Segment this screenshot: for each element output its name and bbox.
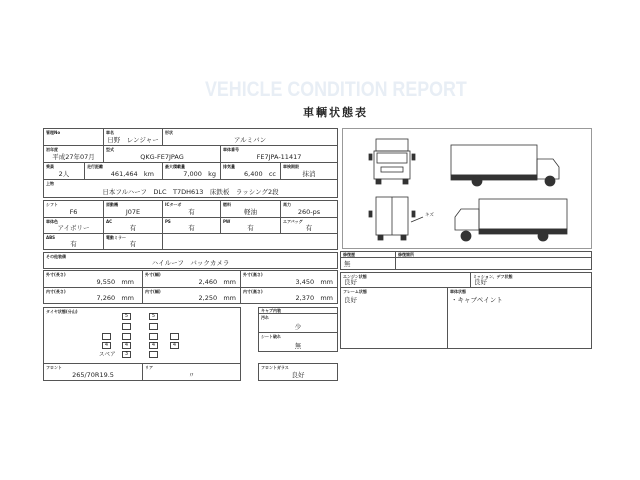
tire-front-right: 5 [149, 313, 158, 320]
label: シフト [46, 202, 58, 207]
label: 燃料 [223, 202, 231, 207]
value: FE7JPA-11417 [256, 153, 302, 161]
label: 汚れ [261, 315, 269, 320]
label: 管理No [46, 130, 61, 135]
label: AC [106, 219, 113, 224]
mileage-cell [84, 162, 163, 180]
label: キャブ内装 [261, 308, 281, 313]
tire-spare: 3 [122, 351, 131, 358]
value: 軽油 [244, 208, 257, 216]
label: PW [223, 219, 231, 224]
label: 最大積載量 [165, 164, 185, 169]
damage-note: キズ [425, 213, 434, 218]
fuel-cell [220, 200, 281, 218]
value: 〃 [188, 371, 195, 379]
tire-slot [170, 333, 179, 340]
truck-diagram-icon [343, 129, 591, 248]
abs-cell [43, 233, 104, 250]
unit: cc [268, 170, 276, 178]
value: 有 [188, 224, 195, 232]
inner-length-cell [43, 287, 143, 304]
seat-tear-cell [258, 332, 338, 352]
outer-height-cell [240, 270, 338, 288]
value: F6 [69, 208, 78, 216]
label: フロント [46, 365, 62, 370]
ps-cell [162, 217, 221, 234]
body-cell [43, 179, 338, 198]
value: 2,250 [198, 294, 218, 302]
tire-rear-3: 4 [149, 342, 158, 349]
tire-slot [122, 333, 131, 340]
label: 内寸(高さ) [243, 289, 263, 294]
label: フレーム状態 [343, 289, 367, 294]
rear-tire-cell [142, 363, 241, 381]
label: 内寸(長さ) [46, 289, 66, 294]
label: 電動ミラー [106, 235, 126, 240]
windshield-cell [258, 363, 338, 381]
crew-cell [43, 162, 85, 180]
dirt-cell [258, 313, 338, 333]
inspection-cell [280, 162, 338, 180]
value: 良好 [344, 278, 357, 286]
label: 内寸(幅) [145, 289, 161, 294]
value: 有 [70, 240, 77, 248]
unit: mm [223, 278, 236, 286]
body-condition-cell [447, 287, 592, 349]
label: シート破れ [261, 334, 281, 339]
inner-width-cell [142, 287, 241, 304]
other-equip-cell [43, 252, 338, 269]
value: 有 [188, 208, 195, 216]
frame-condition-cell [340, 287, 448, 349]
repair-part-cell [395, 257, 592, 270]
kanri-cell [43, 128, 104, 146]
label: 車体色 [46, 219, 58, 224]
value: 有 [129, 240, 137, 248]
payload-cell [162, 162, 221, 180]
label: 乗員 [46, 164, 54, 169]
unit: kg [208, 170, 216, 178]
value: 少 [294, 323, 302, 331]
label: 型式 [106, 147, 114, 152]
value: 平成27年07月 [52, 153, 95, 161]
value: 良好 [344, 296, 357, 304]
label: その他装備 [46, 254, 66, 259]
tire-condition-box [43, 307, 241, 364]
value: 6,400 [244, 170, 263, 178]
value: QKG-FE7JPAG [140, 153, 184, 161]
repair-history-cell [340, 257, 396, 270]
value: 有 [129, 224, 137, 232]
hp-cell [280, 200, 338, 218]
outer-length-cell [43, 270, 143, 288]
label: 初年度 [46, 147, 58, 152]
label: フロントガラス [261, 365, 289, 370]
label: タイヤ状態(分山) [46, 309, 78, 314]
label: PS [165, 219, 171, 224]
ac-cell [103, 217, 163, 234]
label: ICターボ [165, 202, 182, 207]
label: リア [145, 365, 153, 370]
chassis-cell [220, 145, 338, 163]
displacement-cell [220, 162, 281, 180]
label: 修復歴 [343, 252, 355, 257]
unit: mm [320, 294, 333, 302]
vehicle-diagram [342, 128, 592, 249]
tire-rear-2: 4 [122, 342, 131, 349]
mirror-cell [103, 233, 163, 250]
unit: mm [121, 294, 134, 302]
label: 馬力 [283, 202, 291, 207]
label: 原動機 [106, 202, 118, 207]
value: 有 [305, 224, 313, 232]
label: エンジン状態 [343, 274, 367, 279]
value: 260-ps [297, 208, 321, 216]
value: アルミバン [233, 136, 267, 144]
shift-cell [43, 200, 104, 218]
value: 日本フルハーフ DLC T7DH613 床鉄板 ラッシング2段 [102, 188, 279, 196]
unit: mm [320, 278, 333, 286]
value: ハイルーフ バックカメラ [151, 259, 230, 267]
label: 走行距離 [87, 164, 103, 169]
label: 上物 [46, 181, 54, 186]
value: ・キャブペイント [451, 296, 503, 304]
label: 車体状態 [450, 289, 466, 294]
value: J07E [125, 208, 141, 216]
value: 265/70R19.5 [72, 371, 114, 379]
label: 車名 [106, 130, 114, 135]
tire-slot [102, 333, 111, 340]
tire-slot [149, 351, 158, 358]
engine-condition-cell [340, 272, 471, 288]
model-cell [103, 145, 221, 163]
outer-width-cell [142, 270, 241, 288]
value: 有 [247, 224, 254, 232]
empty-cell [162, 233, 338, 250]
spare-label: スペア [99, 352, 116, 358]
unit: mm [223, 294, 236, 302]
value: 2,370 [295, 294, 315, 302]
value: 良好 [291, 371, 305, 379]
first-reg-cell [43, 145, 104, 163]
value: 日野 レンジャー [107, 136, 159, 144]
inner-height-cell [240, 287, 338, 304]
value: 9,550 [96, 278, 116, 286]
value: 461,464 [110, 170, 138, 178]
shape-cell [162, 128, 338, 146]
value: 無 [294, 342, 302, 350]
tire-slot [149, 333, 158, 340]
page-title: 車輌状態表 [303, 106, 368, 119]
value: 7,000 [183, 170, 202, 178]
mission-condition-cell [470, 272, 592, 288]
tire-rear-1: 4 [102, 342, 111, 349]
label: エアバッグ [283, 219, 303, 224]
pw-cell [220, 217, 281, 234]
value: 無 [344, 260, 351, 268]
label: 排気量 [223, 164, 235, 169]
front-tire-cell [43, 363, 143, 381]
color-cell [43, 217, 104, 234]
turbo-cell [162, 200, 221, 218]
engine-cell [103, 200, 163, 218]
unit: km [143, 170, 154, 178]
value: 2人 [58, 170, 70, 178]
tire-front-left: 5 [122, 313, 131, 320]
value: 7,260 [96, 294, 116, 302]
label: 外寸(高さ) [243, 272, 263, 277]
value: 抹消 [302, 170, 316, 178]
label: ABS [46, 235, 56, 240]
label: 車検期限 [283, 164, 299, 169]
value: 良好 [474, 278, 487, 286]
value: 3,450 [295, 278, 315, 286]
label: 形状 [165, 130, 173, 135]
tire-slot [149, 323, 158, 330]
unit: mm [121, 278, 134, 286]
tire-rear-4: 4 [170, 342, 179, 349]
airbag-cell [280, 217, 338, 234]
label: ミッション、デフ状態 [473, 274, 513, 279]
label: 外寸(長さ) [46, 272, 66, 277]
name-cell [103, 128, 163, 146]
label: 修復箇所 [398, 252, 414, 257]
tire-slot [122, 323, 131, 330]
value: 2,460 [198, 278, 218, 286]
value: アイボリー [57, 224, 90, 232]
watermark: VEHICLE CONDITION REPORT [205, 78, 467, 101]
label: 外寸(幅) [145, 272, 161, 277]
label: 車体番号 [223, 147, 239, 152]
